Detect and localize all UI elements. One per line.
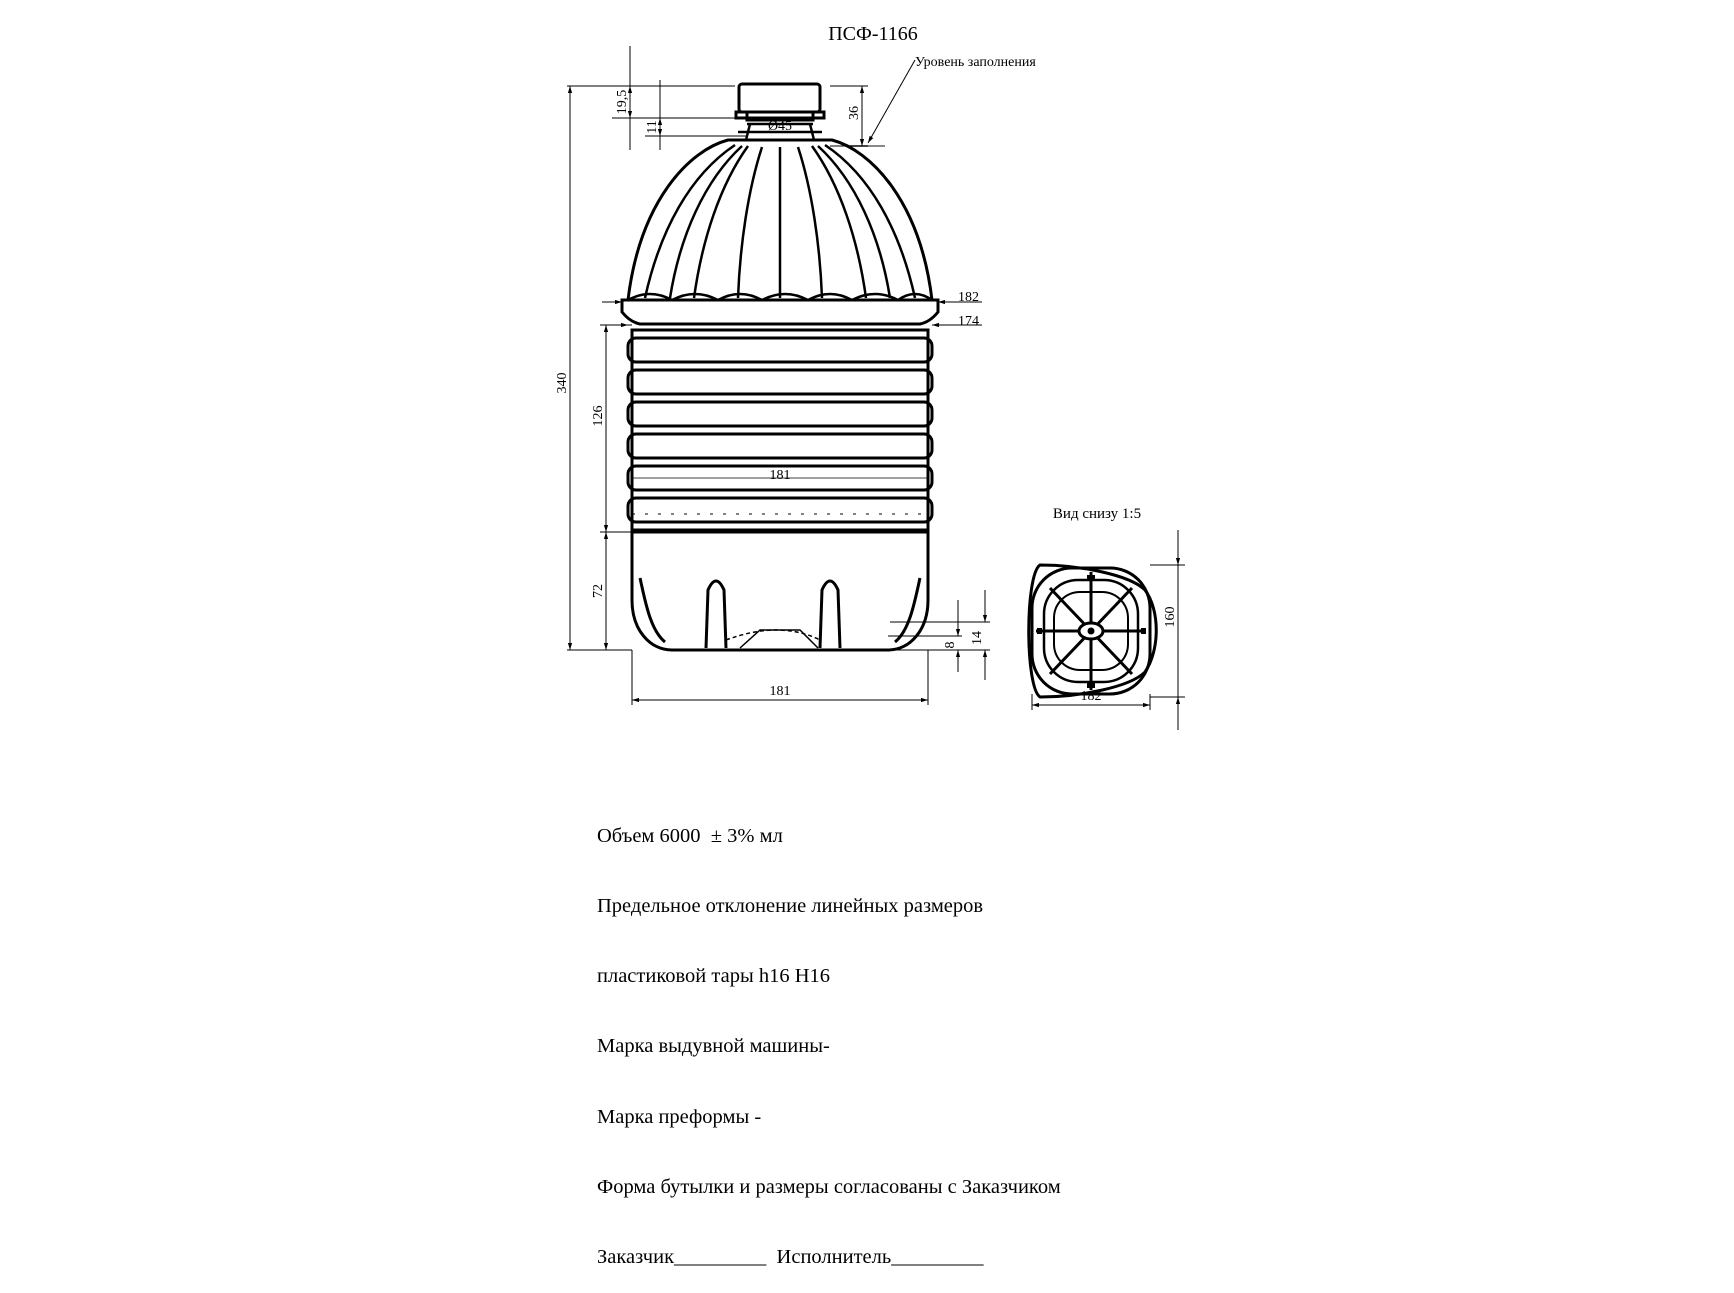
- drawing-title: ПСФ-1166: [828, 23, 918, 45]
- bottom-view-label: Вид снизу 1:5: [1052, 506, 1142, 522]
- note-tolerance-line1: Предельное отклонение линейных размеров: [597, 895, 984, 918]
- bottle-neck: [739, 84, 820, 112]
- dim-neck-height: 19,5: [615, 89, 630, 115]
- note-signatures: Заказчик_________ Исполнитель_________: [597, 1246, 984, 1269]
- note-agreement: Форма бутылки и размеры согласованы с Заказчиком: [597, 1175, 1061, 1198]
- dim-bottom-view-width: 182: [1080, 689, 1102, 704]
- dim-body-ribbed-height: 126: [591, 405, 606, 427]
- fill-level-leader: [868, 60, 915, 143]
- bottle-bottom-view: [1029, 565, 1157, 697]
- bottle-body: [632, 330, 928, 530]
- note-tolerance-line2: пластиковой тары h16 H16: [597, 965, 831, 988]
- bottle-base: [632, 532, 928, 650]
- note-volume: Объем 6000 ± 3% мл: [597, 824, 783, 847]
- dim-foot-height: 8: [943, 641, 958, 649]
- dim-body-inner-diameter: 181: [769, 468, 791, 483]
- dim-base-clearance: 14: [970, 631, 985, 645]
- note-preform: Марка преформы -: [597, 1105, 762, 1128]
- dim-neck-diameter: Ø45: [767, 119, 793, 134]
- dim-base-width: 181: [769, 684, 791, 699]
- specification-notes: [597, 778, 1061, 1293]
- dim-body-top-diameter: 174: [958, 314, 979, 329]
- dim-bottom-view-height: 160: [1163, 606, 1178, 628]
- dim-neck-ring: 11: [645, 120, 660, 134]
- fill-level-label: Уровень заполнения: [915, 55, 1036, 70]
- note-blow-machine: Марка выдувной машины-: [597, 1035, 830, 1058]
- bottle-side-view: [622, 84, 938, 650]
- dim-total-height: 340: [555, 372, 570, 394]
- dim-neck-to-fill: 36: [847, 106, 862, 120]
- dim-base-height: 72: [591, 584, 606, 598]
- dim-shoulder-diameter: 182: [958, 290, 979, 305]
